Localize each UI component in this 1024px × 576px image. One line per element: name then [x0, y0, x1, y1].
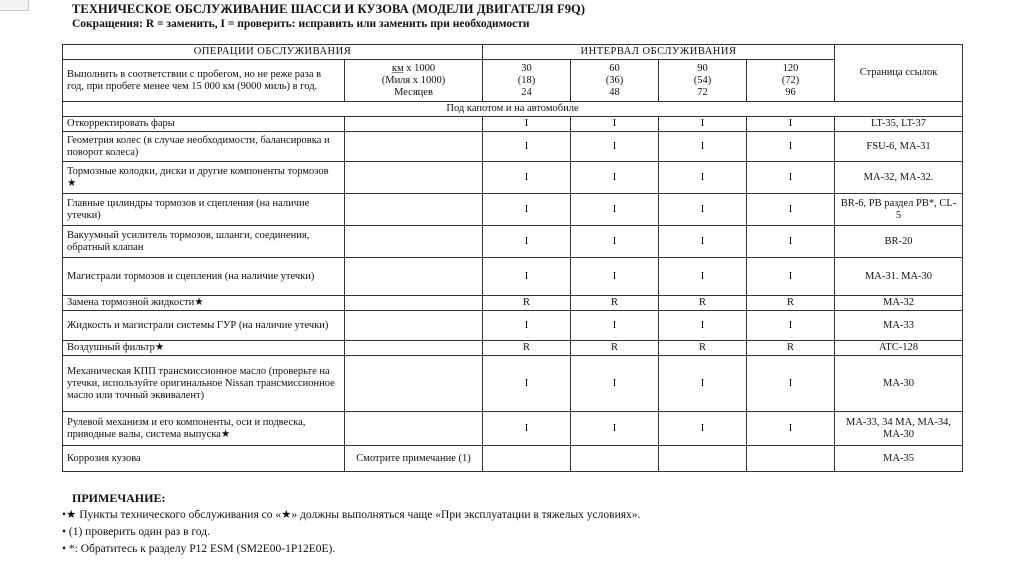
maintenance-row: [63, 341, 963, 356]
interval-action-cell: R: [659, 341, 747, 356]
interval-action-cell: I: [747, 311, 835, 341]
reference-cell: BR-20: [835, 226, 963, 258]
maintenance-row: [63, 446, 963, 472]
interval-action-cell: I: [571, 162, 659, 194]
reference-cell: LT-35, LT-37: [835, 117, 963, 132]
maintenance-row: [63, 117, 963, 132]
interval-col-1: [483, 60, 571, 102]
interval-action-cell: I: [747, 258, 835, 296]
interval-action-cell: I: [571, 311, 659, 341]
note-line: • (1) проверить один раз в год.: [62, 526, 210, 538]
operation-note-cell: [345, 296, 483, 311]
maintenance-row: [63, 356, 963, 412]
notes-block: [62, 490, 640, 558]
interval-action-cell: I: [747, 412, 835, 446]
interval-action-cell: [747, 446, 835, 472]
header-row: [63, 45, 963, 60]
interval-action-cell: I: [659, 412, 747, 446]
operation-note-cell: [345, 132, 483, 162]
interval-action-cell: [483, 446, 571, 472]
interval-action-cell: R: [571, 296, 659, 311]
interval-action-cell: I: [483, 226, 571, 258]
reference-cell: MA-32: [835, 296, 963, 311]
interval-action-cell: R: [747, 296, 835, 311]
maintenance-table: [62, 44, 963, 472]
interval-action-cell: I: [659, 117, 747, 132]
interval-miles: (36): [605, 74, 624, 86]
interval-action-cell: I: [571, 258, 659, 296]
operation-cell: Жидкость и магистрали системы ГУР (на наличие утечки): [63, 311, 345, 341]
interval-action-cell: I: [571, 194, 659, 226]
maintenance-row: [63, 132, 963, 162]
note-line: • *: Обратитесь к разделу P12 ESM (SM2E00-1P12E0E).: [62, 543, 336, 555]
interval-months: 48: [609, 86, 620, 98]
operation-note-cell: [345, 258, 483, 296]
operations-header: ОПЕРАЦИИ ОБСЛУЖИВАНИЯ: [63, 45, 483, 60]
interval-km: 30: [521, 62, 532, 74]
interval-action-cell: I: [659, 162, 747, 194]
interval-action-cell: I: [747, 132, 835, 162]
interval-action-cell: I: [747, 194, 835, 226]
operation-cell: Замена тормозной жидкости★: [63, 296, 345, 311]
interval-miles: (72): [781, 74, 800, 86]
operation-note-cell: [345, 356, 483, 412]
operation-cell: Воздушный фильтр★: [63, 341, 345, 356]
operation-cell: Вакуумный усилитель тормозов, шланги, соединения, обратный клапан: [63, 226, 345, 258]
interval-action-cell: [571, 446, 659, 472]
reference-cell: FSU-6, MA-31: [835, 132, 963, 162]
units-cell: [345, 60, 483, 102]
interval-action-cell: I: [659, 311, 747, 341]
unit-km-label: км: [391, 62, 404, 74]
maintenance-row: [63, 162, 963, 194]
unit-months-label: Месяцев: [394, 86, 433, 98]
section-row: [63, 102, 963, 117]
unit-km-suffix: х 1000: [403, 62, 436, 74]
interval-action-cell: I: [659, 356, 747, 412]
interval-action-cell: I: [571, 117, 659, 132]
interval-action-cell: R: [747, 341, 835, 356]
interval-action-cell: I: [483, 258, 571, 296]
operation-note-cell: [345, 311, 483, 341]
interval-km: 90: [697, 62, 708, 74]
reference-cell: MA-35: [835, 446, 963, 472]
operation-cell: Геометрия колес (в случае необходимости, балансировка и поворот колеса): [63, 132, 345, 162]
intro-text: Выполнить в соответствии с пробегом, но не реже раза в год, при пробеге менее чем 15 000 км (9000 миль) в год.: [63, 60, 345, 102]
interval-action-cell: I: [483, 311, 571, 341]
operation-cell: Тормозные колодки, диски и другие компоненты тормозов ★: [63, 162, 345, 194]
interval-action-cell: I: [747, 162, 835, 194]
maintenance-row: [63, 226, 963, 258]
interval-miles: (54): [693, 74, 712, 86]
interval-months: 24: [521, 86, 532, 98]
maintenance-row: [63, 311, 963, 341]
document-title: ТЕХНИЧЕСКОЕ ОБСЛУЖИВАНИЕ ШАССИ И КУЗОВА (МОДЕЛИ ДВИГАТЕЛЯ F9Q): [72, 2, 586, 16]
notes-heading: ПРИМЕЧАНИЕ:: [72, 491, 166, 505]
interval-action-cell: I: [571, 132, 659, 162]
interval-action-cell: I: [483, 194, 571, 226]
operation-cell: Откорректировать фары: [63, 117, 345, 132]
operation-note-cell: Смотрите примечание (1): [345, 446, 483, 472]
reference-cell: MA-31. MA-30: [835, 258, 963, 296]
interval-action-cell: I: [571, 226, 659, 258]
reference-header: Страница ссылок: [835, 45, 963, 102]
operation-cell: Магистрали тормозов и сцепления (на наличие утечки): [63, 258, 345, 296]
reference-cell: BR-6, PB раздел PB*, CL-5: [835, 194, 963, 226]
note-line: •★ Пункты технического обслуживания со «★» должны выполняться чаще «При эксплуатации в тяжелых условиях».: [62, 509, 641, 521]
operation-note-cell: [345, 194, 483, 226]
operation-note-cell: [345, 117, 483, 132]
interval-action-cell: I: [571, 412, 659, 446]
maintenance-row: [63, 296, 963, 311]
operation-note-cell: [345, 412, 483, 446]
interval-action-cell: I: [747, 117, 835, 132]
interval-header: ИНТЕРВАЛ ОБСЛУЖИВАНИЯ: [483, 45, 835, 60]
maintenance-row: [63, 258, 963, 296]
operation-cell: Главные цилиндры тормозов и сцепления (на наличие утечки): [63, 194, 345, 226]
unit-miles-label: (Миля х 1000): [381, 74, 446, 86]
interval-col-4: [747, 60, 835, 102]
interval-action-cell: I: [483, 162, 571, 194]
interval-km: 120: [782, 62, 799, 74]
section-label: Под капотом и на автомобиле: [63, 102, 963, 117]
operation-note-cell: [345, 341, 483, 356]
operation-cell: Коррозия кузова: [63, 446, 345, 472]
reference-cell: ATC-128: [835, 341, 963, 356]
interval-col-2: [571, 60, 659, 102]
abbreviations-line: Сокращения: R = заменить, I = проверить: исправить или заменить при необходимости: [72, 18, 530, 30]
interval-action-cell: R: [659, 296, 747, 311]
interval-action-cell: I: [659, 194, 747, 226]
interval-action-cell: I: [483, 412, 571, 446]
operation-cell: Механическая КПП трансмиссионное масло (проверьте на утечки, используйте оригинальное Nissan трансмиссионное масло или точный эквивалент): [63, 356, 345, 412]
corner-tab: [0, 0, 29, 11]
interval-action-cell: R: [483, 341, 571, 356]
interval-action-cell: I: [571, 356, 659, 412]
interval-action-cell: I: [659, 132, 747, 162]
interval-action-cell: I: [483, 356, 571, 412]
operation-note-cell: [345, 226, 483, 258]
reference-cell: MA-32, MA-32.: [835, 162, 963, 194]
interval-km: 60: [609, 62, 620, 74]
interval-action-cell: R: [483, 296, 571, 311]
maintenance-row: [63, 194, 963, 226]
interval-months: 72: [697, 86, 708, 98]
operation-cell: Рулевой механизм и его компоненты, оси и подвеска, приводные валы, система выпуска★: [63, 412, 345, 446]
interval-action-cell: I: [659, 226, 747, 258]
interval-action-cell: I: [483, 132, 571, 162]
maintenance-row: [63, 412, 963, 446]
reference-cell: MA-33, 34 MA, MA-34, MA-30: [835, 412, 963, 446]
interval-action-cell: I: [659, 258, 747, 296]
interval-action-cell: R: [571, 341, 659, 356]
interval-col-3: [659, 60, 747, 102]
operation-note-cell: [345, 162, 483, 194]
reference-cell: MA-33: [835, 311, 963, 341]
interval-action-cell: [659, 446, 747, 472]
reference-cell: MA-30: [835, 356, 963, 412]
interval-units-row: [63, 60, 963, 102]
interval-action-cell: I: [747, 356, 835, 412]
interval-miles: (18): [517, 74, 536, 86]
interval-action-cell: I: [483, 117, 571, 132]
interval-action-cell: I: [747, 226, 835, 258]
interval-months: 96: [785, 86, 796, 98]
